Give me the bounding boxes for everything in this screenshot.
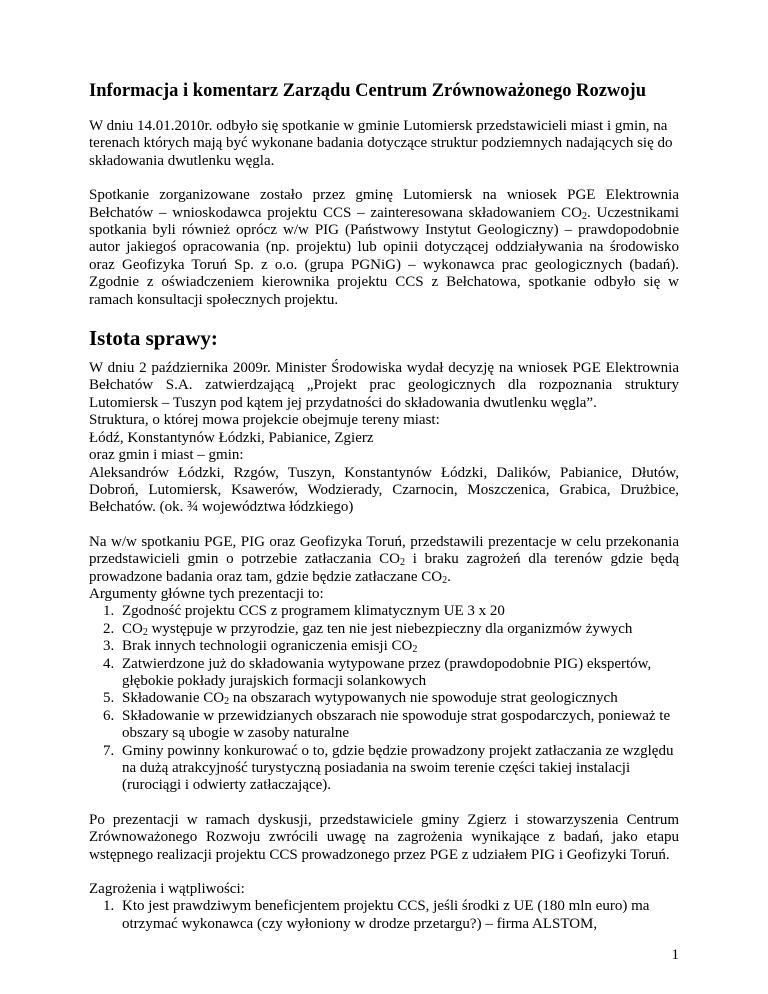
decision-text: W dniu 2 października 2009r. Minister Środowiska wydał decyzję na wniosek PGE Elektrownia Bełchatów S.A. zatwierdzającą „Projekt prac geologicznych dla rozpoznania struktury Lutomiersk – Tuszyn pod kątem jej przydatności do składowania dwutlenku węgla”. <box>89 360 679 411</box>
co2-subscript: 2 <box>142 626 148 638</box>
organized-paragraph <box>89 187 679 309</box>
argument-text: Składowanie CO <box>122 690 225 707</box>
document-title: Informacja i komentarz Zarządu Centrum Zrównoważonego Rozwoju <box>89 81 646 101</box>
co2-subscript: 2 <box>224 696 230 708</box>
gminy-list: Aleksandrów Łódzki, Rzgów, Tuszyn, Konstantynów Łódzki, Dalików, Pabianice, Dłutów, Dobroń, Lutomiersk, Ksawerów, Wodzierady, Czarnocin, Moszczenica, Grabica, Drużbice, Bełchatów. (ok. ¾ województwa łódzkiego) <box>89 464 679 516</box>
presentation-paragraph <box>89 534 679 586</box>
list-item <box>118 743 679 795</box>
co2-subscript: 2 <box>581 210 587 222</box>
argument-text-tail: występuje w przyrodzie, gaz ten nie jest niebezpieczny dla organizmów żywych <box>147 620 633 637</box>
gminy-intro-line: oraz gmin i miast – gmin: <box>89 447 244 464</box>
co2-subscript: 2 <box>442 574 448 586</box>
argument-text-tail: na obszarach wytypowanych nie spowoduje strat geologicznych <box>229 690 618 707</box>
structure-line: Struktura, o której mowa projekcie obejmuje tereny miast: <box>89 412 440 429</box>
organized-text-a: Spotkanie zorganizowane zostało przez gminę Lutomiersk na wniosek PGE Elektrownia Bełchatów – wnioskodawca projektu CCS – zainteresowana składowaniem CO <box>89 187 679 221</box>
list-item <box>118 621 679 638</box>
argument-text: CO <box>122 620 143 637</box>
arguments-label: Argumenty główne tych prezentacji to: <box>89 585 324 602</box>
threats-block <box>89 881 679 933</box>
co2-subscript: 2 <box>400 557 406 569</box>
intro-paragraph: W dniu 14.01.2010r. odbyło się spotkanie w gminie Lutomiersk przedstawicieli miast i gmin, na terenach których mają być wykonane badania dotyczące struktur podziemnych nadających się do składowania dwutlenku węgla. <box>89 118 673 169</box>
co2-subscript: 2 <box>412 644 418 656</box>
threats-label: Zagrożenia i wątpliwości: <box>89 881 245 898</box>
discussion-paragraph: Po prezentacji w ramach dyskusji, przedstawiciele gminy Zgierz i stowarzyszenia Centrum Zrównoważonego Rozwoju zwrócili uwagę na zagrożenia wynikające z badań, jako etapu wstępnego realizacji projektu CCS prowadzonego przez PGE z udziałem PIG i Geofizyki Toruń. <box>89 811 679 863</box>
cities-line: Łódź, Konstantynów Łódzki, Pabianice, Zgierz <box>89 429 374 446</box>
threats-list <box>89 898 679 933</box>
list-item <box>118 603 679 620</box>
document-page <box>89 80 679 933</box>
list-item <box>118 638 679 655</box>
list-item <box>118 690 679 707</box>
argument-text: Gminy powinny konkurować o to, gdzie będzie prowadzony projekt zatłaczania ze względu na dużą atrakcyjność turystyczną posiadania na swoim terenie części takiej instalacji (rurociągi i odwierty zatłaczające). <box>122 742 674 794</box>
argument-text: Brak innych technologii ograniczenia emisji CO <box>122 638 413 655</box>
section-heading: Istota sprawy: <box>89 326 218 351</box>
presentation-text-b: i braku zagrożeń dla terenów gdzie będą prowadzone badania oraz tam, gdzie będzie zatłaczane CO <box>89 551 679 585</box>
argument-text: Składowanie w przewidzianych obszarach nie spowoduje strat gospodarczych, ponieważ te obszary są ubogie w zasoby naturalne <box>122 707 671 742</box>
presentation-block <box>89 534 679 795</box>
presentation-text-c: . <box>447 568 451 585</box>
argument-text: Zgodność projektu CCS z programem klimatycznym UE 3 x 20 <box>122 603 505 620</box>
list-item <box>118 708 679 743</box>
presentation-text-a: Na w/w spotkaniu PGE, PIG oraz Geofizyka Toruń, przedstawili prezentacje w celu przekonania przedstawicieli gmin o potrzebie zatłaczania CO <box>89 533 679 568</box>
argument-text: Zatwierdzone już do składowania wytypowane przez (prawdopodobnie PIG) ekspertów, głębokie pokłady jurajskich formacji solankowych <box>122 655 652 689</box>
list-item <box>118 656 679 691</box>
list-item: 1. Kto jest prawdziwym beneficjentem projektu CCS, jeśli środki z UE (180 mln euro) ma otrzymać wykonawca (czy wyłoniony w drodze przetargu?) – firma ALSTOM, <box>118 898 679 933</box>
decision-paragraph <box>89 360 679 517</box>
arguments-list <box>89 603 679 794</box>
organized-text-b: . Uczestnikami spotkania byli również oprócz w/w PIG (Państwowy Instytut Geologiczny) – prawdopodobnie autor jakiegoś opracowania (np. projektu) lub opinii dotyczącej oddziaływania na środowisko oraz Geofizyka Toruń Sp. z o.o. (grupa PGNiG) – wykonawca prac geologicznych (badań). Zgodnie z oświadczeniem kierownika projektu CCS z Bełchatowa, spotkanie odbyło się w ramach konsultacji społecznych projektu. <box>89 204 679 308</box>
page-number: 1 <box>671 947 679 963</box>
